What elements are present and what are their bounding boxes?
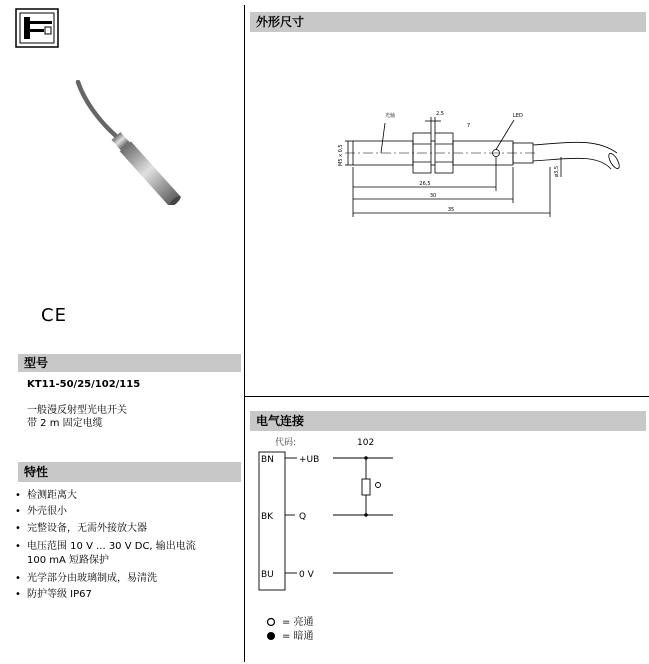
feature-item: • 光学部分由玻璃制成，易清洗 <box>15 573 157 584</box>
code-label: 代码: <box>275 438 297 448</box>
dim-30: 30 <box>429 193 437 199</box>
dim-35: 35 <box>447 207 455 213</box>
dimensions-heading: 外形尺寸 <box>250 12 646 32</box>
label-dia: ø3,5 <box>554 165 560 177</box>
section-rule <box>245 396 649 397</box>
pin-bk: BK <box>261 512 274 522</box>
model-heading: 型号 <box>18 354 241 372</box>
label-thread: M5 x 0,5 <box>338 144 344 166</box>
signal-ub: +UB <box>299 455 320 465</box>
dim-26-5: 26,5 <box>419 181 431 187</box>
label-optical-axis: 光轴 <box>385 113 396 119</box>
light-grid-icon <box>15 8 59 48</box>
label-torque: 7 <box>467 123 471 129</box>
feature-item: • 电压范围 10 V ... 30 V DC, 输出电流 <box>15 541 196 552</box>
label-hex: 2,5 <box>436 111 444 117</box>
feature-item-continued: 100 mA 短路保护 <box>27 555 110 566</box>
sensor-photo <box>70 80 200 205</box>
dimension-drawing <box>245 95 649 225</box>
feature-item: • 防护等级 IP67 <box>15 589 92 600</box>
code-value: 102 <box>357 438 375 448</box>
wiring-heading: 电气连接 <box>250 411 646 431</box>
wiring-diagram <box>245 445 649 600</box>
legend-dark-on: = 暗通 <box>282 631 314 642</box>
feature-item: • 完整设备，无需外接放大器 <box>15 523 147 534</box>
description-line-2: 带 2 m 固定电缆 <box>27 418 103 429</box>
pin-bn: BN <box>261 455 274 465</box>
legend-light-on: = 亮通 <box>282 617 314 628</box>
feature-item: • 检测距离大 <box>15 490 77 501</box>
description-line-1: 一般漫反射型光电开关 <box>27 405 127 416</box>
dark-on-icon <box>266 631 276 641</box>
model-number: KT11-50/25/102/115 <box>27 379 141 390</box>
label-led: LED <box>513 113 523 119</box>
light-on-icon <box>266 617 276 627</box>
features-heading: 特性 <box>18 462 241 482</box>
ce-mark: CE <box>41 305 67 326</box>
signal-q: Q <box>299 512 307 522</box>
signal-0v: 0 V <box>299 570 314 580</box>
feature-item: • 外壳很小 <box>15 506 67 517</box>
pin-bu: BU <box>261 570 274 580</box>
